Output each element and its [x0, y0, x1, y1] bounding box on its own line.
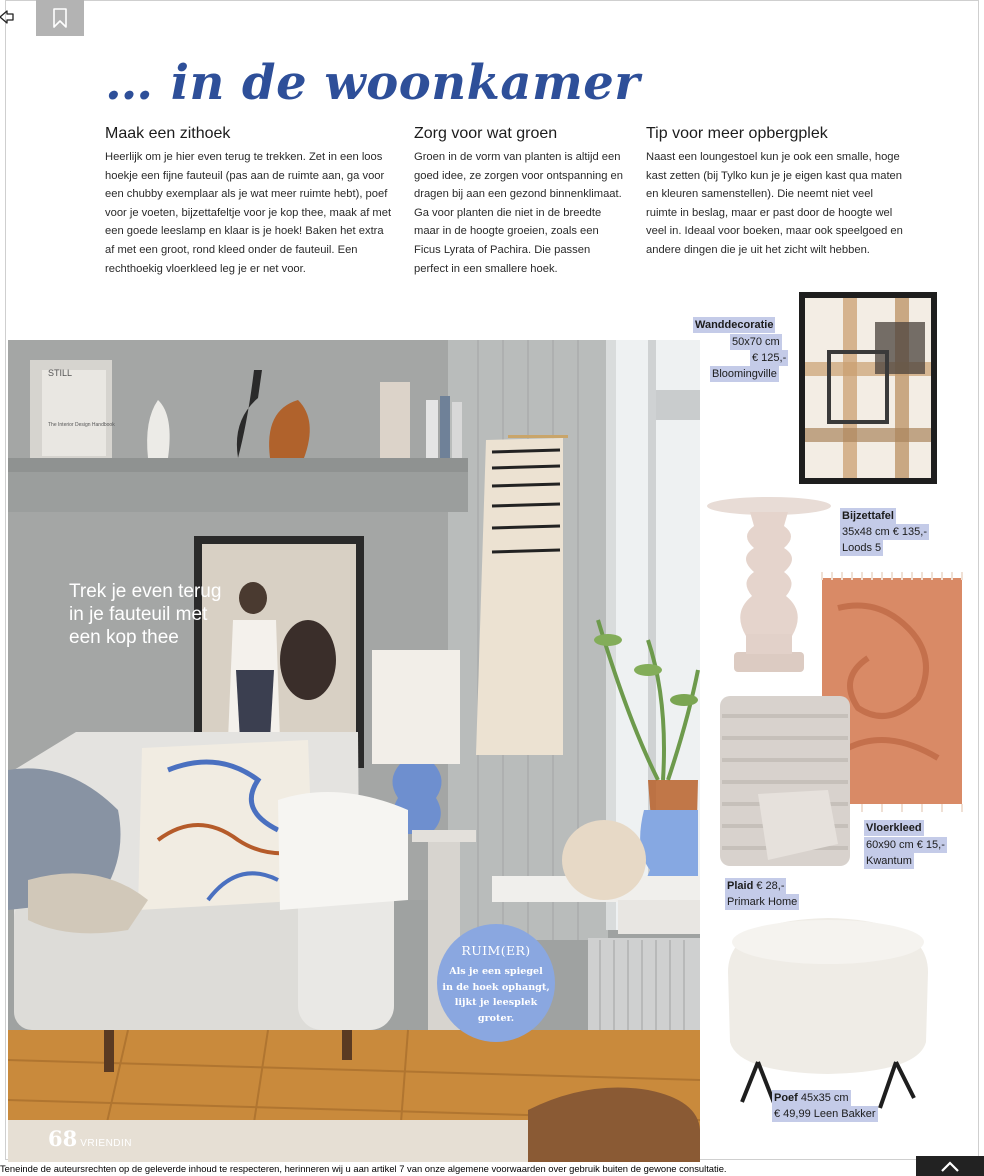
label-wanddecoratie-store: Bloomingville: [712, 368, 777, 380]
column-heading: Tip voor meer opbergplek: [646, 125, 828, 142]
plaid-product: [718, 694, 852, 868]
product-name: Bijzettafel: [842, 510, 894, 522]
label-wanddecoratie-size: 50x70 cm: [732, 336, 780, 348]
column-heading: Maak een zithoek: [105, 125, 231, 142]
bookmark-icon: [52, 8, 68, 28]
column-heading: Zorg voor wat groen: [414, 125, 558, 142]
column-zithoek: [105, 125, 395, 278]
label-bijzettafel: [840, 508, 896, 524]
column-body: Heerlijk om je hier even terug te trekken. Zet in een loos hoekje een fijne fauteuil (pas aan de ruimte aan, ga voor een chubby exemplaar als je wat meer ruimte hebt), poef voor je voeten, bijzettafeltje voor je kop thee, maak af met een goede leeslamp en klaar is je hoek! Baken het extra af met een groot, rond kleed onder de fauteuil. Een rechthoekig vloerkleed leg je er net voor.: [105, 151, 392, 275]
page-number: 68: [48, 1126, 78, 1151]
label-vloerkleed-store: Kwantum: [866, 855, 912, 867]
page-folio: [48, 1126, 132, 1151]
badge-title: RUIM(ER): [461, 943, 531, 958]
column-groen: [414, 125, 626, 278]
product-name: Wanddecoratie: [695, 319, 774, 331]
column-body: Naast een loungestoel kun je ook een smalle, hoge kast zetten (bij Tylko kun je je eigen kast qua maten en kleuren samenstellen). Die neemt niet veel ruimte in beslag, maar er past door de hoogte wel veel in. Ideaal voor boeken, maar ook speelgoed en andere dingen die je uit het zicht wilt hebben.: [646, 151, 903, 256]
label-plaid: [725, 878, 786, 894]
magazine-name: VRIENDIN: [80, 1138, 133, 1149]
quote-line: in je fauteuil met: [69, 604, 208, 625]
product-name: Poef: [774, 1092, 798, 1104]
badge-line: lijkt je leesplek: [454, 997, 538, 1008]
chevron-up-icon: [939, 1159, 961, 1173]
label-bijzettafel-store: Loods 5: [842, 542, 882, 554]
bookmark-button[interactable]: [36, 0, 84, 36]
pull-quote: [69, 580, 221, 649]
back-arrow-icon[interactable]: [0, 8, 16, 26]
room-illustration: [8, 340, 700, 1162]
product-size: 45x35 cm: [797, 1092, 849, 1104]
column-opbergplek: [646, 125, 906, 260]
product-name: Plaid: [727, 880, 754, 892]
scroll-to-top-button[interactable]: [916, 1156, 984, 1176]
label-bijzettafel-details: 35x48 cm € 135,-: [842, 526, 927, 538]
side-table-product: [706, 496, 832, 674]
copyright-disclaimer: Teneinde de auteursrechten op de geleverde inhoud te respecteren, herinneren wij u aan artikel 7 van onze algemene voorwaarden over gebruik buiten de gewone consultatie.: [0, 1163, 727, 1174]
badge-line: in de hoek ophangt,: [442, 981, 550, 993]
product-name: Vloerkleed: [866, 822, 922, 834]
product-price: € 28,-: [753, 880, 785, 892]
living-room-photo: [8, 340, 700, 1162]
pouf-product: [718, 912, 938, 1112]
wall-art-product: [799, 292, 937, 484]
label-vloerkleed: [864, 820, 924, 836]
tip-badge: [437, 924, 555, 1042]
quote-line: een kop thee: [69, 627, 179, 648]
quote-line: Trek je even terug: [69, 581, 222, 602]
label-wanddecoratie: [693, 317, 775, 333]
label-vloerkleed-details: 60x90 cm € 15,-: [866, 839, 945, 851]
badge-text: [437, 964, 555, 1026]
column-body: Groen in de vorm van planten is altijd een goed idee, ze zorgen voor ontspanning en dragen bij aan een gezond binnenklimaat. Ga voor planten die niet in de breedte maar in de hoogte groeien, zoals een Ficus Lyrata of Pachira. Die passen perfect in een smallere hoek.: [414, 151, 623, 275]
badge-line: Als je een spiegel: [449, 966, 543, 977]
label-poef: [772, 1090, 851, 1106]
label-wanddecoratie-price: € 125,-: [752, 352, 787, 364]
label-poef-details: € 49,99 Leen Bakker: [774, 1108, 876, 1120]
badge-line: groter.: [477, 1012, 515, 1024]
page-title: … in de woonkamer: [105, 55, 641, 111]
label-plaid-store: Primark Home: [727, 896, 798, 908]
book-cover-text: The Interior Design Handbook: [48, 422, 115, 428]
book-spine-text: STILL: [48, 368, 73, 378]
